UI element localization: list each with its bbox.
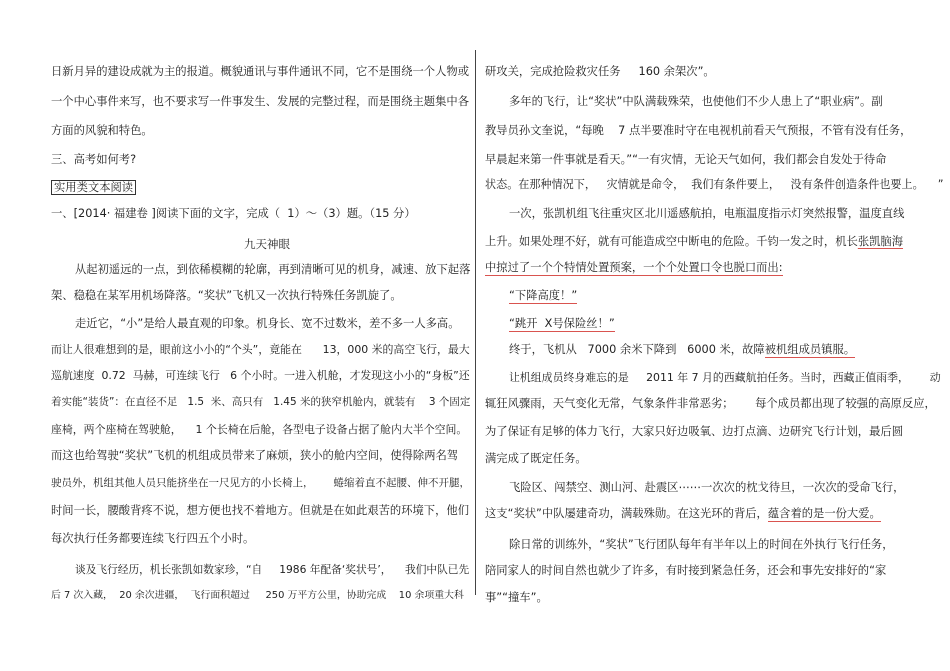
text-line: 巡航速度 0.72 马赫，可连续飞行 6 个小时。一进入机舱，才发现这小小的“身板”还 bbox=[51, 369, 470, 382]
text-line: 除日常的训练外，“奖状”飞行团队每年有半年以上的时间在外执行飞行任务， bbox=[509, 538, 894, 551]
text-line: 教导员孙文奎说，“每晚 7 点半要准时守在电视机前看天气预报，不管有没有任务， bbox=[485, 124, 912, 137]
text-line: 陪同家人的时间自然也就少了许多，有时接到紧急任务，还会和事先安排好的“家 bbox=[485, 564, 887, 577]
text-line bbox=[485, 234, 903, 250]
text-line: 一次，张凯机组飞往重灾区北川遥感航拍，电瓶温度指示灯突然报警，温度直线 bbox=[509, 207, 905, 220]
text-line: 满完成了既定任务。 bbox=[485, 452, 587, 465]
text-line: 日新月异的建设成就为主的报道。概貌通讯与事件通讯不同，它不是围绕一个人物或 bbox=[51, 65, 469, 78]
text-line: 早晨起来第一件事就是看天。”“一有灾情，无论天气如何，我们都会自发处于待命 bbox=[485, 153, 887, 166]
underlined-line bbox=[509, 288, 577, 304]
underlined-line bbox=[509, 316, 615, 332]
underlined-text: 蕴含着的是一份大爱。 bbox=[767, 507, 881, 520]
text-span: 上升。如果处理不好，就有可能造成空中断电的危险。千钧一发之时，机长 bbox=[485, 235, 858, 248]
text-line: 每次执行任务都要连续飞行四五个小时。 bbox=[51, 532, 255, 545]
text-line: 走近它，“小”是给人最直观的印象。机身长、宽不过数米，差不多一人多高。 bbox=[75, 317, 460, 330]
underlined-text: “下降高度！” bbox=[509, 289, 578, 302]
text-line: 从起初遥远的一点，到依稀模糊的轮廓，再到清晰可见的机身，减速、放下起落 bbox=[75, 263, 471, 276]
text-line: 后 7 次入藏， 20 余次进疆， 飞行面积超过 250 万平方公里，协助完成 10 余项重大科 bbox=[51, 590, 464, 601]
text-line bbox=[509, 342, 855, 358]
text-line: 事”“撞车”。 bbox=[485, 591, 548, 604]
text-line: 而让人很难想到的是，眼前这小小的“个头”，竟能在 13，000 米的高空飞行，最大 bbox=[51, 343, 470, 356]
text-line: 方面的风貌和特色。 bbox=[51, 124, 153, 137]
text-line: 为了保证有足够的体力飞行，大家只好边吸氧、边打点滴、边研究飞行计划，最后圆 bbox=[485, 425, 903, 438]
column-divider bbox=[475, 50, 476, 595]
article-title: 九天神眼 bbox=[244, 237, 290, 251]
underlined-text: 中掠过了一个个特情处置预案，一个个处置口令也脱口而出: bbox=[485, 261, 783, 274]
text-line: 状态。在那种情况下， 灾情就是命令， 我们有条件要上， 没有条件创造条件也要上。 ” bbox=[485, 178, 944, 191]
text-line bbox=[485, 506, 881, 522]
text-line: 一个中心事件来写，也不要求写一件事发生、发展的完整过程，而是围绕主题集中各 bbox=[51, 95, 469, 108]
text-line: 让机组成员终身难忘的是 2011 年 7 月的西藏航拍任务。当时，西藏正值雨季， 动 bbox=[509, 371, 941, 384]
text-line: 架、稳稳在某军用机场降落。“奖状”飞机又一次执行特殊任务凯旋了。 bbox=[51, 289, 402, 302]
text-line: 座椅，两个座椅在驾驶舱， 1 个长椅在后舱，各型电子设备占据了舱内大半个空间。 bbox=[51, 423, 468, 436]
underlined-text: “跳开 X号保险丝！” bbox=[509, 317, 615, 330]
text-line: 多年的飞行，让“奖状”中队满载殊荣，也使他们不少人患上了“职业病”。副 bbox=[509, 95, 883, 108]
question-line: 一、[2014· 福建卷 ]阅读下面的文字，完成（ 1）～（3）题。（15 分） bbox=[51, 207, 416, 220]
boxed-label-text: 实用类文本阅读 bbox=[51, 180, 136, 195]
text-line: 飞险区、闯禁空、测山河、赴震区⋯⋯一次次的枕戈待旦，一次次的受命飞行， bbox=[509, 481, 905, 494]
boxed-label bbox=[51, 180, 136, 196]
underlined-line bbox=[485, 260, 783, 276]
section-heading: 三、高考如何考? bbox=[51, 153, 137, 166]
text-line: 谈及飞行经历，机长张凯如数家珍，“自 1986 年配备‘奖状号’， 我们中队已先 bbox=[75, 563, 470, 576]
text-span: 这支“奖状”中队屡建奇功，满载殊勋。在这光环的背后， bbox=[485, 507, 768, 520]
text-span: 终于，飞机从 7000 余米下降到 6000 米，故障 bbox=[509, 343, 765, 356]
underlined-text: 张凯脑海 bbox=[857, 235, 904, 248]
underlined-text: 被机组成员镇服。 bbox=[764, 343, 856, 356]
text-line: 时间一长，腰酸背疼不说，想方便也找不着地方。但就是在如此艰苦的环境下，他们 bbox=[51, 504, 469, 517]
text-line: 研攻关，完成抢险救灾任务 160 余架次”。 bbox=[485, 65, 715, 78]
text-line: 驶员外，机组其他人员只能挤坐在一尺见方的小长椅上， 蜷缩着直不起腰、伸不开腿， bbox=[51, 477, 471, 489]
text-line: 而这也给驾驶“奖状”飞机的机组成员带来了麻烦，狭小的舱内空间，使得除两名驾 bbox=[51, 449, 459, 462]
text-line: 辄狂风骤雨，天气变化无常，气象条件非常恶劣； 每个成员都出现了较强的高原反应， bbox=[485, 397, 936, 410]
text-line: 着实能“装货”：在直径不足 1.5 米、高只有 1.45 米的狭窄机舱内，就装有 3 个固定 bbox=[51, 396, 471, 408]
